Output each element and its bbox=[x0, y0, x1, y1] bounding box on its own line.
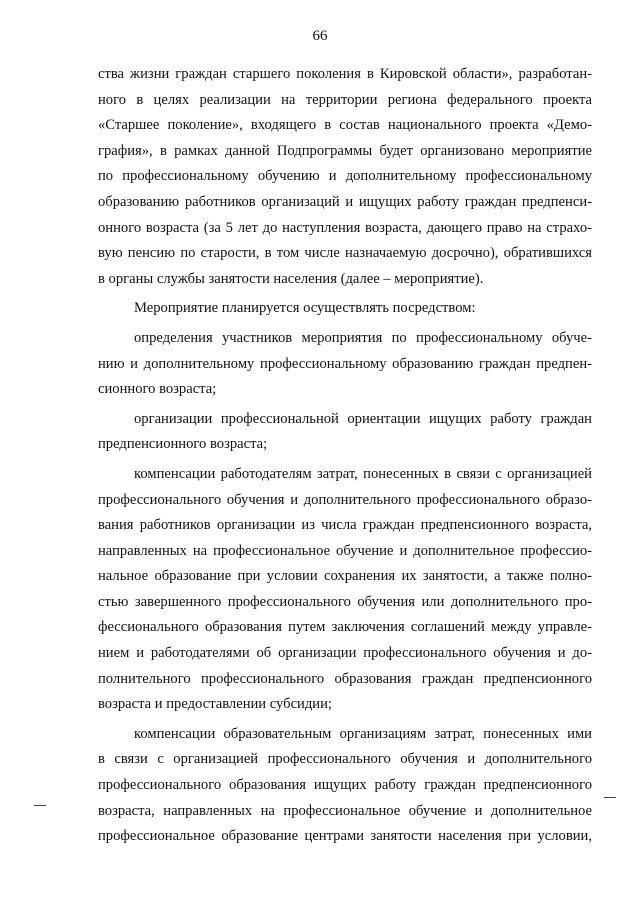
text-line: возраста, направленных на профессиональное обучение и дополнительное bbox=[98, 802, 592, 819]
text-line: в органы службы занятости населения (далее – мероприятие). bbox=[98, 270, 484, 287]
paragraph bbox=[98, 296, 592, 322]
text-line: нием и работодателями об организации профессионального обучения и до- bbox=[98, 645, 592, 662]
text-line: определения участников мероприятия по профессиональному обуче- bbox=[134, 329, 592, 346]
text-line: Мероприятие планируется осуществлять посредством: bbox=[134, 300, 476, 317]
paragraph bbox=[98, 62, 592, 292]
text-line: ного в целях реализации на территории региона федерального проекта bbox=[98, 91, 592, 108]
text-line: графия», в рамках данной Подпрограммы будет организовано мероприятие bbox=[98, 142, 592, 159]
text-line: возраста и предоставлении субсидии; bbox=[98, 696, 332, 713]
paragraph bbox=[98, 326, 592, 403]
text-line: вания работников организации из числа граждан предпенсионного возраста, bbox=[98, 517, 592, 534]
text-line: нальное образование при условии сохранения их занятости, а также полно- bbox=[98, 568, 592, 585]
text-line: стью завершенного профессионального обучения или дополнительного про- bbox=[98, 593, 592, 610]
paragraph bbox=[98, 462, 592, 718]
text-line: нию и дополнительному профессиональному образованию граждан предпен- bbox=[98, 355, 592, 372]
text-line: профессионального образования ищущих работу граждан предпенсионного bbox=[98, 777, 592, 794]
text-line: онного возраста (за 5 лет до наступления возраста, дающего право на страхо- bbox=[98, 219, 592, 236]
left-margin-mark bbox=[34, 805, 46, 806]
text-line: профессионального обучения и дополнительного профессионального образо- bbox=[98, 491, 592, 508]
body-text bbox=[98, 62, 592, 850]
text-line: профессиональное образование центрами занятости населения при условии, bbox=[98, 828, 592, 845]
paragraph bbox=[98, 722, 592, 850]
text-line: вую пенсию по старости, в том числе назначаемую досрочно), обратившихся bbox=[98, 245, 592, 262]
text-line: ства жизни граждан старшего поколения в Кировской области», разработан- bbox=[98, 66, 592, 82]
text-line: направленных на профессиональное обучение и дополнительное профессио- bbox=[98, 542, 592, 559]
right-margin-mark bbox=[604, 797, 616, 798]
text-line: образованию работников организаций и ищущих работу граждан предпенси- bbox=[98, 193, 592, 210]
text-line: по профессиональному обучению и дополнительному профессиональному bbox=[98, 168, 592, 185]
text-line: компенсации образовательным организациям затрат, понесенных ими bbox=[134, 725, 592, 742]
text-line: «Старшее поколение», входящего в состав национального проекта «Демо- bbox=[98, 117, 592, 134]
text-line: в связи с организацией профессионального обучения и дополнительного bbox=[98, 751, 592, 768]
text-line: фессионального образования путем заключения соглашений между управле- bbox=[98, 619, 592, 636]
text-line: сионного возраста; bbox=[98, 381, 217, 398]
page-number: 66 bbox=[312, 28, 328, 44]
text-line: организации профессиональной ориентации ищущих работу граждан bbox=[134, 410, 592, 427]
text-line: предпенсионного возраста; bbox=[98, 436, 268, 453]
text-line: полнительного профессионального образования граждан предпенсионного bbox=[98, 670, 592, 687]
paragraph bbox=[98, 407, 592, 458]
text-line: компенсации работодателям затрат, понесенных в связи с организацией bbox=[134, 465, 592, 482]
